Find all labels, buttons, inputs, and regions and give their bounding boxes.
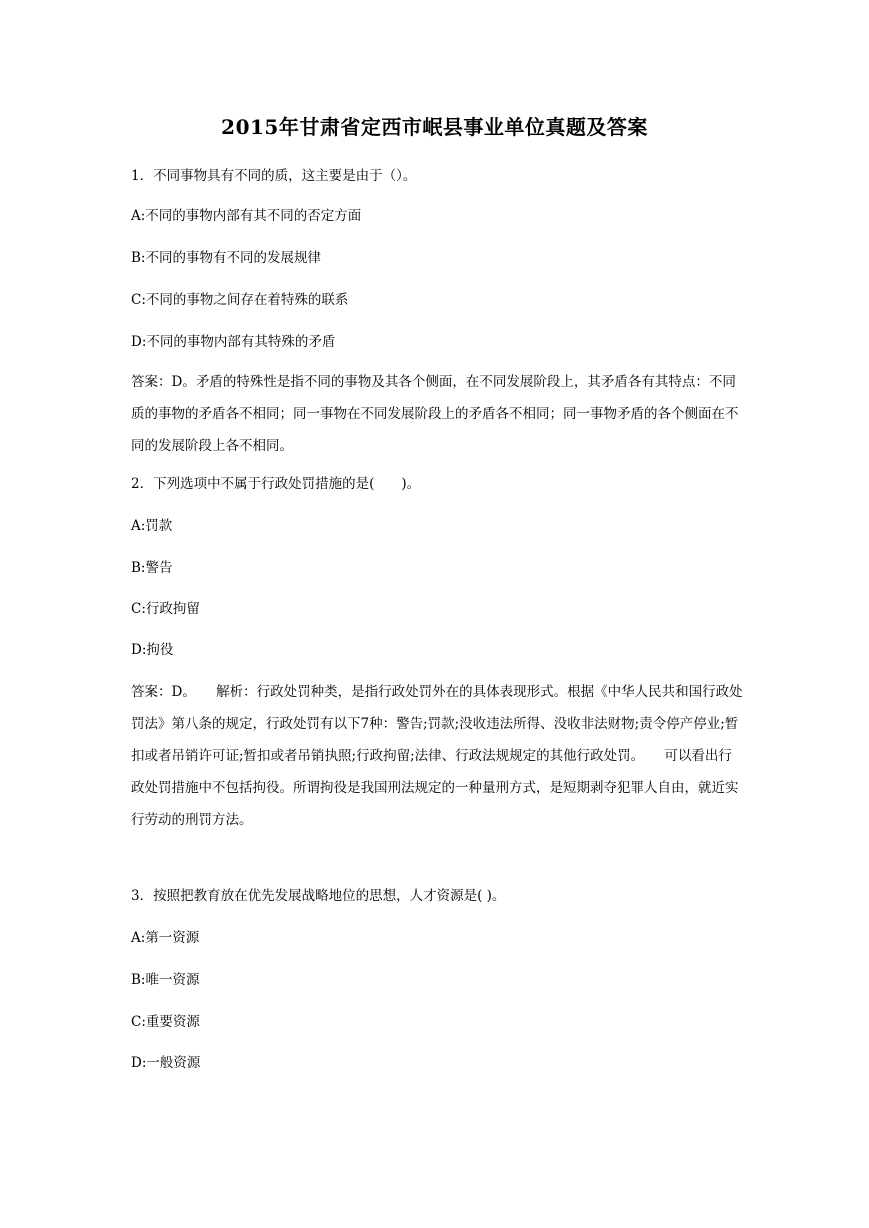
q2-option-c: C:行政拘留 [131,601,200,617]
question-1: 1．不同事物具有不同的质，这主要是由于（）。 [131,168,417,184]
q1-option-d: D:不同的事物内部有其特殊的矛盾 [131,334,336,350]
q1-option-c: C:不同的事物之间存在着特殊的联系 [131,292,349,308]
q3-option-d: D:一般资源 [131,1055,201,1071]
page-title: 2015年甘肃省定西市岷县事业单位真题及答案 [221,115,648,139]
q3-option-b: B:唯一资源 [131,972,200,988]
question-2: 2．下列选项中不属于行政处罚措施的是( )。 [131,476,421,492]
q2-option-b: B:警告 [131,560,173,576]
q1-answer: 答案：D。矛盾的特殊性是指不同的事物及其各个侧面，在不同发展阶段上，其矛盾各有其特点：不同质的事物的矛盾各不相同；同一事物在不同发展阶段上的矛盾各不相同；同一事物矛盾的各个侧面在不同的发展阶段上各不相同。 [131,374,739,454]
q3-option-c: C:重要资源 [131,1014,200,1030]
q3-option-a: A:第一资源 [131,930,200,946]
q1-option-a: A:不同的事物内部有其不同的否定方面 [131,208,362,224]
question-3: 3．按照把教育放在优先发展战略地位的思想，人才资源是( )。 [131,888,506,904]
q2-option-a: A:罚款 [131,518,173,534]
q2-answer: 答案：D。 解析：行政处罚种类，是指行政处罚外在的具体表现形式。根据《中华人民共和国行政处罚法》第八条的规定，行政处罚有以下7种：警告;罚款;没收违法所得、没收非法财物;责令停产停业;暂扣或者吊销许可证;暂扣或者吊销执照;行政拘留;法律、行政法规规定的其他行政处罚。 可以看出行政处罚措施中不包括拘役。所谓拘役是我国刑法规定的一种量刑方式，是短期剥夺犯罪人自由，就近实行劳动的刑罚方法。 [131,684,743,828]
q1-option-b: B:不同的事物有不同的发展规律 [131,250,321,266]
q2-option-d: D:拘役 [131,642,174,658]
